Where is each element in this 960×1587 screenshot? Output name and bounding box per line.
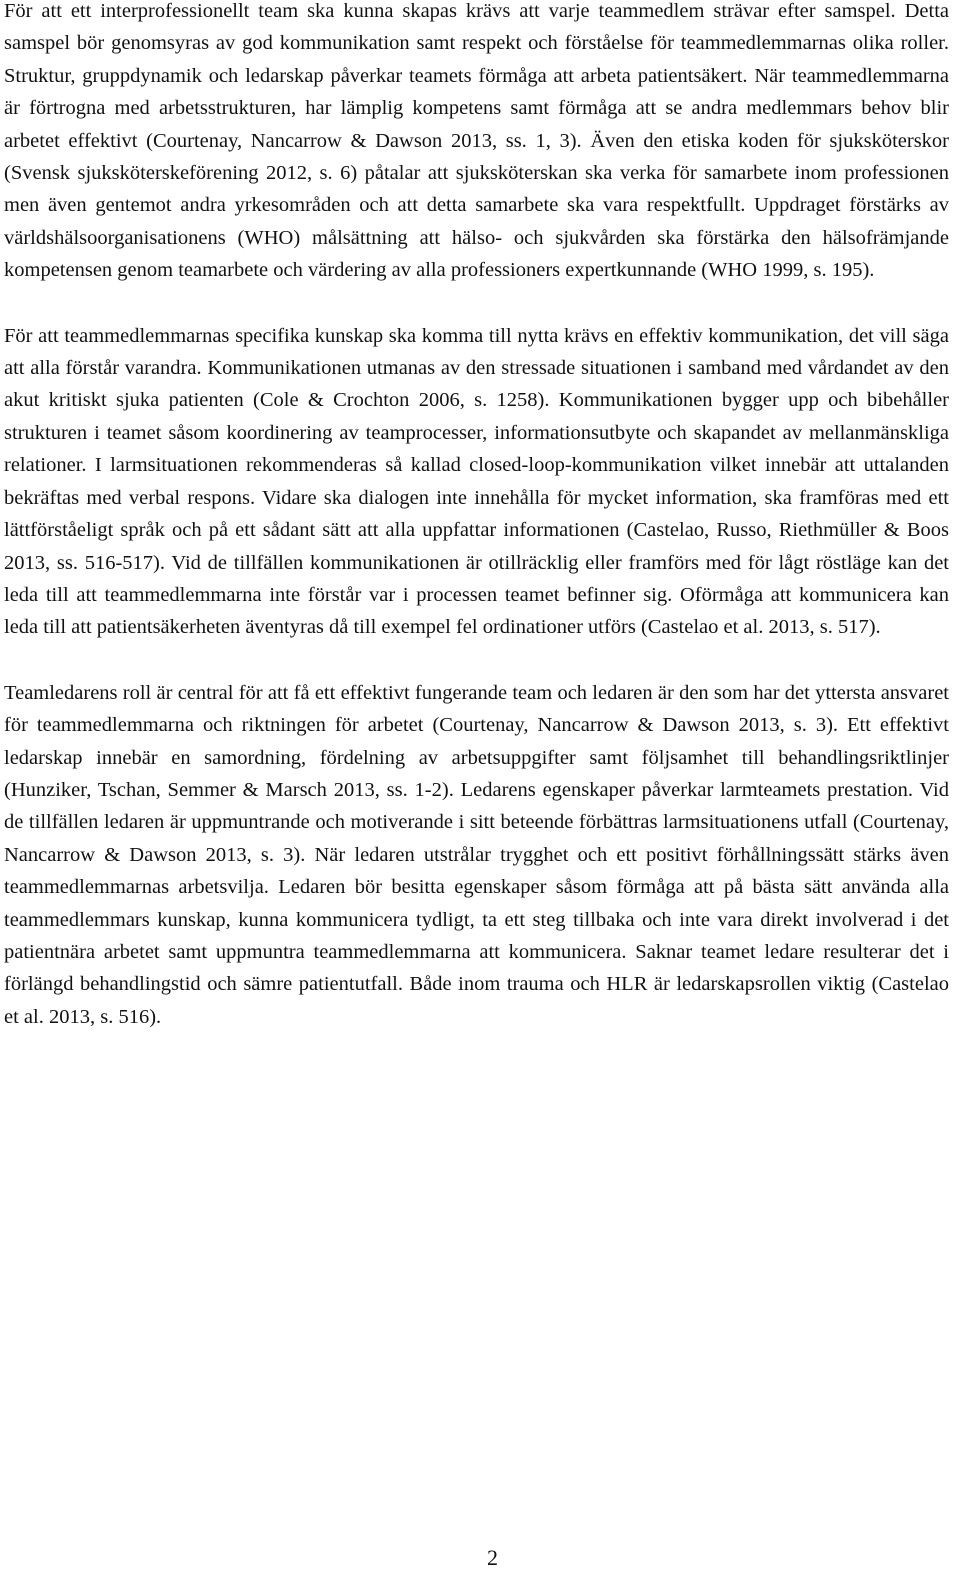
paragraph-communication: För att teammedlemmarnas specifika kunskap ska komma till nytta krävs en effektiv kommunikation, det vill säga att alla förstår varandra. Kommunikationen utmanas av den stressade situationen i samband med vårdandet av den akut kritiskt sjuka patienten (Cole & Crochton 2006, s. 1258). Kommunikationen bygger upp och bibehåller strukturen i teamet såsom koordinering av teamprocesser, informationsutbyte och skapandet av mellanmänskliga relationer. I larmsituationen rekommenderas så kallad closed-loop-kommunikation vilket innebär att uttalanden bekräftas med verbal respons. Vidare ska dialogen inte innehålla för mycket information, ska framföras med ett lättförståeligt språk och på ett sådant sätt att alla uppfattar informationen (Castelao, Russo, Riethmüller & Boos 2013, ss. 516-517). Vid de tillfällen kommunikationen är otillräcklig eller framförs med för lågt röstläge kan det leda till att teammedlemmarna inte förstår var i processen teamet befinner sig. Oförmåga att kommunicera kan leda till att patientsäkerheten äventyras då till exempel fel ordinationer utförs (Castelao et al. 2013, s. 517). [4, 324, 949, 639]
page-number: 2 [487, 1545, 498, 1570]
paragraph-interprofessional-team: För att ett interprofessionellt team ska kunna skapas krävs att varje teammedlem strävar efter samspel. Detta samspel bör genomsyras av god kommunikation samt respekt och förståelse för teammedlemmarnas olika roller. Struktur, gruppdynamik och ledarskap påverkar teamets förmåga att arbeta patientsäkert. När teammedlemmarna är förtrogna med arbetsstrukturen, har lämplig kompetens samt förmåga att se andra medlemmars behov blir arbetet effektivt (Courtenay, Nancarrow & Dawson 2013, ss. 1, 3). Även den etiska koden för sjuksköterskor (Svensk sjuksköterskeförening 2012, s. 6) påtalar att sjuksköterskan ska verka för samarbete inom professionen men även gentemot andra yrkesområden och att detta samarbete ska vara respektfullt. Uppdraget förstärks av världshälsoorganisationens (WHO) målsättning att hälso- och sjukvården ska förstärka den hälsofrämjande kompetensen genom teamarbete och värdering av alla professioners expertkunnande (WHO 1999, s. 195). [4, 0, 949, 282]
document-page [4, 0, 949, 1033]
paragraph-team-leader: Teamledarens roll är central för att få ett effektivt fungerande team och ledaren är den som har det yttersta ansvaret för teammedlemmarna och riktningen för arbetet (Courtenay, Nancarrow & Dawson 2013, s. 3). Ett effektivt ledarskap innebär en samordning, fördelning av arbetsuppgifter samt följsamhet till behandlingsriktlinjer (Hunziker, Tschan, Semmer & Marsch 2013, ss. 1-2). Ledarens egenskaper påverkar larmteamets prestation. Vid de tillfällen ledaren är uppmuntrande och motiverande i sitt beteende förbättras larmsituationens utfall (Courtenay, Nancarrow & Dawson 2013, s. 3). När ledaren utstrålar trygghet och ett positivt förhållningssätt stärks även teammedlemmarnas arbetsvilja. Ledaren bör besitta egenskaper såsom förmåga att på bästa sätt använda alla teammedlemmars kunskap, kunna kommunicera tydligt, ta ett steg tillbaka och inte vara direkt involverad i det patientnära arbetet samt uppmuntra teammedlemmarna att kommunicera. Saknar teamet ledare resulterar det i förlängd behandlingstid och sämre patientutfall. Både inom trauma och HLR är ledarskapsrollen viktig (Castelao et al. 2013, s. 516). [4, 681, 949, 1028]
